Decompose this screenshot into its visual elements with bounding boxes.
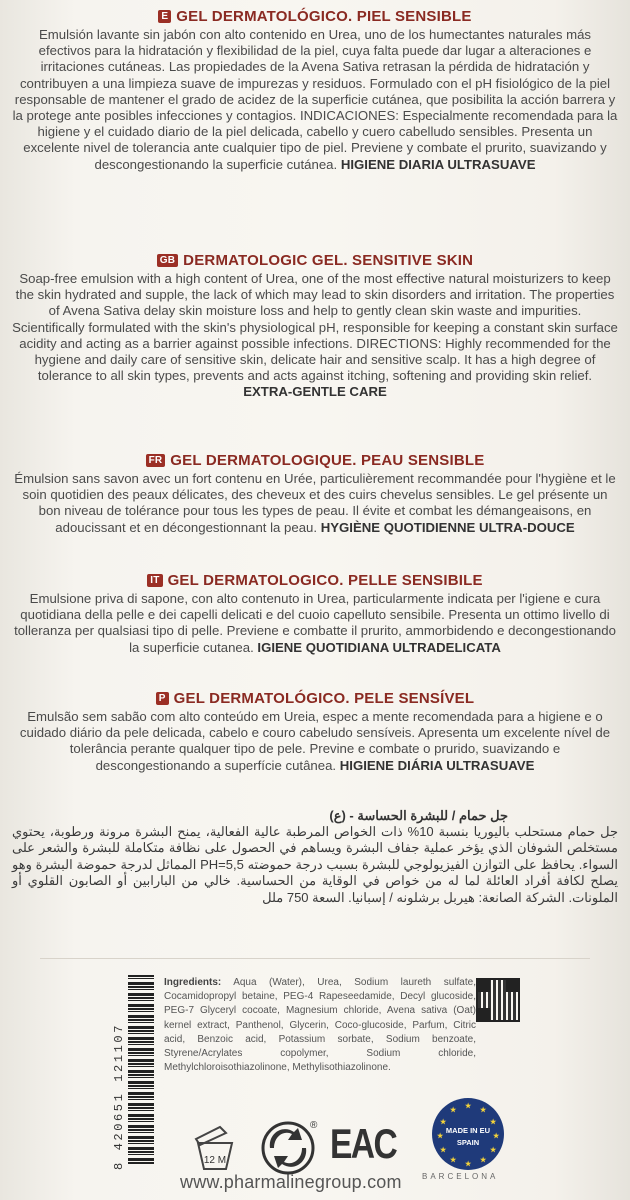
flag-badge-it: IT (147, 574, 162, 587)
star-icon: ★ (480, 1107, 487, 1114)
section-italian (12, 572, 618, 656)
star-icon: ★ (480, 1157, 487, 1164)
star-icon: ★ (450, 1107, 457, 1114)
qr-code (476, 978, 520, 1022)
website-url: www.pharmalinegroup.com (180, 1172, 402, 1192)
star-icon: ★ (465, 1161, 472, 1168)
section-body: Emulsión lavante sin jabón con alto contenido en Urea, uno de los humectantes naturales más efectivos para la hidratación y flexibilidad de la piel, cuya falta puede dar lugar a alteraciones e irritaciones cutáneas. Las propiedades de la Avena Sativa retrasan la pérdida de hidratación y contribuyen a una limpieza suave de impurezas y residuos. Formulado con el pH fisiológico de la piel responsable de mantener el grado de acidez de la superficie cutánea, que posibilita la acción barrera y la protege ante posibles infecciones y contagios. INDICACIONES: Especialmente recomendada para la higiene y el cuidado diario de la piel delicada, cabello y cuero cabelludo sensibles. Presenta un excelente nivel de tolerancia ante cualquier tipo de piel. Previene y combate el prurito, suavizando y descongestionando la superficie cutánea. HIGIENE DIARIA ULTRASUAVE (12, 27, 618, 172)
star-icon: ★ (493, 1133, 500, 1140)
ingredients-label: Ingredients: (164, 977, 222, 988)
arabic-title: (ع) - جل حمام / للبشرة الحساسة (329, 808, 508, 823)
pao-label: 12 M (203, 1155, 227, 1166)
section-title: GB DERMATOLOGIC GEL. SENSITIVE SKIN (12, 252, 618, 270)
section-tagline: HIGIENE DIARIA ULTRASUAVE (340, 156, 536, 172)
barcode-number: 8 420651 121107 (112, 1022, 126, 1170)
section-portuguese (12, 690, 618, 774)
section-tagline: HIGIENE DIÁRIA ULTRASUAVE (339, 757, 535, 773)
section-arabic (12, 808, 618, 906)
badge-line2: SPAIN (456, 1138, 480, 1147)
divider (40, 958, 590, 959)
section-french (12, 452, 618, 536)
badge-city: BARCELONA (422, 1172, 499, 1181)
green-dot-icon (260, 1118, 320, 1178)
section-title: FR GEL DERMATOLOGIQUE. PEAU SENSIBLE (12, 452, 618, 470)
star-icon: ★ (490, 1119, 497, 1126)
section-english (12, 252, 618, 401)
flag-badge-gb: GB (157, 254, 178, 267)
barcode (128, 975, 154, 1165)
flag-badge-fr: FR (146, 454, 166, 467)
open-jar-icon (190, 1125, 240, 1175)
section-body: Soap-free emulsion with a high content of Urea, one of the most effective natural moisturizers to keep the skin hydrated and supple, the lack of which may lead to skin disorders and irritation. The properties of Avena Sativa delay skin moisture loss and help to gently clean skin waste and impurities. Scientifically formulated with the skin's physiological pH, responsible for keeping a constant skin surface acidity and acting as a barrier against possible infections. DIRECTIONS: Highly recommended for the hygiene and daily care of sensitive skin, delicate hair and sensitive scalp. It has a high degree of tolerance to all skin types, prevents and acts against itching, softening and providing skin relief. EXTRA-GENTLE CARE (12, 271, 618, 400)
star-icon: ★ (450, 1157, 457, 1164)
section-tagline: IGIENE QUOTIDIANA ULTRADELICATA (257, 639, 501, 655)
section-title: P GEL DERMATOLÓGICO. PELE SENSÍVEL (12, 690, 618, 708)
star-icon: ★ (490, 1147, 497, 1154)
section-body: Emulsione priva di sapone, con alto contenuto in Urea, particularmente indicata per l'igiene e cura quotidiana della pelle e dei capelli delicati e del cuoio capelluto sensibile. Presenta un ottimo livello di tolleranza per qualsiasi tipo di pelle. Previene e combatte il prurito, ammorbidendo e decongestionando la superficie cutanea. IGIENE QUOTIDIANA ULTRADELICATA (14, 591, 616, 655)
ingredients-text: Aqua (Water), Urea, Sodium laureth sulfate, Cocamidopropyl betaine, PEG-4 Rapeseedamide, Decyl glucoside, PEG-7 Glyceryl cocoate, Magnesium chloride, Avena sativa (Oat) kernel extract, Panthenol, Glycerin, Coco-glucoside, Parfum, Citric acid, Benzoic acid, Potassium sorbate, Sodium benzoate, Styrene/Acrylates copolymer, Sodium chloride, Methylchloroisothiazolinone, Methylisothiazolinone. (164, 977, 476, 1074)
made-in-eu-badge (420, 1098, 530, 1181)
star-icon: ★ (440, 1147, 447, 1154)
badge-line1: MADE IN EU (445, 1126, 491, 1135)
arabic-body: جل حمام مستحلب باليوريا بنسبة 10% ذات الخواص المرطبة عالية الفعالية، يمنح البشرة مرونة ورطوبة، يحتوي مستخلص الشوفان الذي يؤخر عملية جفاف البشرة ويساهم في الحصول على نظافة متكاملة للبشرة والشعر على السواء. يحافظ على التوازن الفيزيولوجي للبشرة بسبب درجة حموضته PH=5,5 المماثل لدرجة حموضة البشرة وهو يصلح لكافة أفراد العائلة لما له من خواص في الوقاية من الحساسية. خالي من البارابين أو الصابون القلوي أو الملونات. الشركة الصانعة: هيربل برشلونه / إسبانيا. السعة 750 ملل (12, 824, 619, 905)
flag-badge-p: P (156, 692, 169, 705)
section-tagline: HYGIÈNE QUOTIDIENNE ULTRA-DOUCE (320, 519, 575, 535)
eu-circle (432, 1098, 504, 1170)
section-title: IT GEL DERMATOLOGICO. PELLE SENSIBILE (12, 572, 618, 590)
star-icon: ★ (440, 1119, 447, 1126)
section-spanish (12, 8, 618, 173)
star-icon: ★ (437, 1133, 444, 1140)
eac-mark: EAC (330, 1120, 397, 1167)
section-tagline: EXTRA-GENTLE CARE (243, 384, 387, 400)
section-body: Emulsão sem sabão com alto conteúdo em Ureia, espec a mente recomendada para a higiene e o cuidado diário da pele delicada, cabelo e couro cabeludo sensíveis. Apresenta um excelente nível de tolerância perante qualquer tipo de pele. Previne e combate o prurido, suavizando e descongestionando a superfície cutânea. HIGIENE DIÁRIA ULTRASUAVE (19, 709, 611, 773)
registered-mark: ® (310, 1120, 318, 1131)
star-icon: ★ (465, 1103, 472, 1110)
section-body: Émulsion sans savon avec un fort contenu en Urée, particulièrement recommandée pour l'hygiène et le soin quotidien des peaux délicates, des cheveux et des cuirs chevelus sensibles. Le gel présente un bon niveau de tolérance pour tous les types de peau. Il évite et combat les démangeaisons, en adoucissant et en décongestionnant la peau. HYGIÈNE QUOTIDIENNE ULTRA-DOUCE (14, 471, 616, 535)
flag-badge-e: E (158, 10, 171, 23)
ingredients-list (164, 976, 476, 1075)
section-title: E GEL DERMATOLÓGICO. PIEL SENSIBLE (12, 8, 618, 26)
